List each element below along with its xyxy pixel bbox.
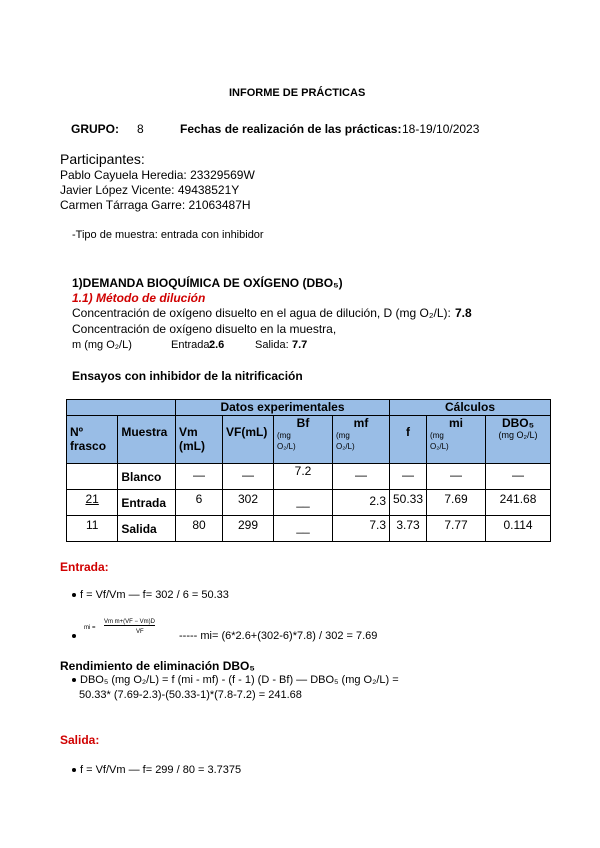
table-title: Ensayos con inhibidor de la nitrificación: [72, 369, 303, 383]
header-dbo: DBO₅ (mg O₂/L): [486, 416, 551, 464]
cell-frasco: 21: [67, 490, 118, 516]
data-table: [66, 399, 551, 542]
header-group-experimental: Datos experimentales: [176, 400, 390, 416]
entrada-f-formula: f = Vf/Vm — f= 302 / 6 = 50.33: [72, 589, 229, 601]
conc-dilution-text: Concentración de oxígeno disuelto en el agua de dilución, D (mg O₂/L):: [72, 306, 451, 320]
participants-heading: Participantes:: [60, 151, 145, 167]
cell-bf: __: [274, 490, 333, 516]
fechas-label: Fechas de realización de las prácticas:: [180, 122, 402, 136]
bullet-icon: [72, 634, 76, 638]
sample-type: -Tipo de muestra: entrada con inhibidor: [72, 229, 264, 241]
document-title: INFORME DE PRÁCTICAS: [229, 87, 366, 99]
cell-bf: __: [274, 516, 333, 542]
header-group-calc: Cálculos: [390, 400, 551, 416]
cell-muestra: Entrada: [118, 490, 176, 516]
conc-dilution-value: 7.8: [455, 306, 472, 320]
cell-f: 3.73: [390, 516, 427, 542]
bullet-icon: [72, 768, 76, 772]
section-subtitle: 1.1) Método de dilución: [72, 291, 206, 305]
cell-frasco: [67, 464, 118, 490]
cell-frasco: 11: [67, 516, 118, 542]
header-vm: Vm (mL): [176, 416, 223, 464]
rendimiento-heading: Rendimiento de eliminación DBO₅: [60, 659, 255, 673]
salida-heading: Salida:: [60, 733, 100, 747]
cell-dbo: —: [486, 464, 551, 490]
salida-value: 7.7: [292, 339, 308, 351]
header-empty: [67, 400, 176, 416]
entrada-label: Entrada:: [171, 339, 213, 351]
cell-vf: 302: [223, 490, 274, 516]
cell-f: —: [390, 464, 427, 490]
cell-muestra: Blanco: [118, 464, 176, 490]
mi-formula-image: mi = Vm m+(VF − Vm)D VF: [72, 619, 192, 645]
salida-label: Salida:: [255, 339, 289, 351]
bullet-icon: [72, 678, 76, 682]
cell-vm: —: [176, 464, 223, 490]
cell-f: 50.33: [390, 490, 427, 516]
cell-vm: 80: [176, 516, 223, 542]
cell-bf: 7.2: [274, 464, 333, 490]
bullet-icon: [72, 593, 76, 597]
header-mf: mf (mg O₂/L): [333, 416, 390, 464]
cell-muestra: Salida: [118, 516, 176, 542]
dbo-formula-line2: 50.33* (7.69-2.3)-(50.33-1)*(7.8-7.2) = 241.68: [79, 689, 302, 701]
mi-formula-text: ----- mi= (6*2.6+(302-6)*7.8) / 302 = 7.69: [179, 630, 378, 642]
cell-vf: —: [223, 464, 274, 490]
participant-1: Pablo Cayuela Heredia: 23329569W: [60, 168, 255, 182]
m-label: m (mg O₂/L): [72, 339, 132, 351]
cell-mi: 7.77: [427, 516, 486, 542]
header-f: f: [390, 416, 427, 464]
fechas-value: 18-19/10/2023: [402, 122, 480, 136]
cell-vf: 299: [223, 516, 274, 542]
dbo-formula-line1: DBO₅ (mg O₂/L) = f (mi - mf) - (f - 1) (D - Bf) — DBO₅ (mg O₂/L) =: [72, 674, 399, 686]
cell-vm: 6: [176, 490, 223, 516]
participant-2: Javier López Vicente: 49438521Y: [60, 183, 240, 197]
header-bf: Bf (mg O₂/L): [274, 416, 333, 464]
cell-mf: —: [333, 464, 390, 490]
grupo-label: GRUPO:: [71, 122, 119, 136]
cell-dbo: 0.114: [486, 516, 551, 542]
cell-mi: 7.69: [427, 490, 486, 516]
section-title: 1)DEMANDA BIOQUÍMICA DE OXÍGENO (DBO₅): [72, 276, 343, 290]
cell-mf: 7.3: [333, 516, 390, 542]
salida-f-formula: f = Vf/Vm — f= 299 / 80 = 3.7375: [72, 764, 241, 776]
header-vf: VF(mL): [223, 416, 274, 464]
entrada-heading: Entrada:: [60, 560, 109, 574]
header-muestra: Muestra: [118, 416, 176, 464]
cell-dbo: 241.68: [486, 490, 551, 516]
grupo-value: 8: [137, 122, 144, 136]
entrada-value: 2.6: [209, 339, 225, 351]
participant-3: Carmen Tárraga Garre: 21063487H: [60, 198, 251, 212]
cell-mi: —: [427, 464, 486, 490]
conc-sample-text: Concentración de oxígeno disuelto en la muestra,: [72, 322, 337, 336]
header-frasco: Nº frasco: [67, 416, 118, 464]
cell-mf: 2.3: [333, 490, 390, 516]
header-mi: mi (mg O₂/L): [427, 416, 486, 464]
